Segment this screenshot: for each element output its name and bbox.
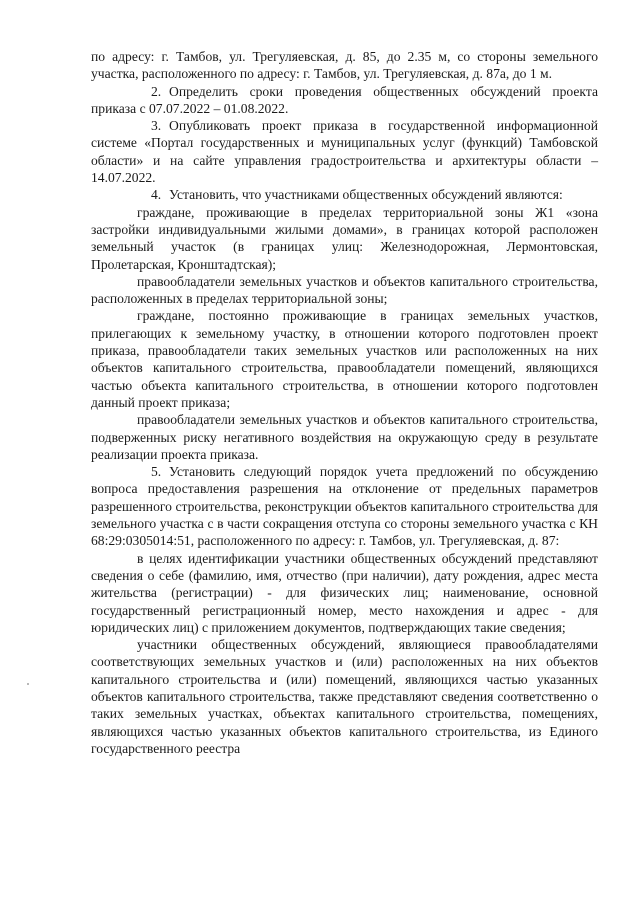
item-2-deadlines (91, 83, 598, 118)
item-number: 3. (151, 118, 162, 134)
paragraph-continuation: по адресу: г. Тамбов, ул. Трегуляевская, д. 85, до 2.35 м, со стороны земельного участка, расположенного по адресу: г. Тамбов, ул. Трегуляевская, д. 87а, до 1 м. (91, 49, 598, 82)
item-3-publish (91, 117, 598, 186)
procedure-rightholders-info: участники общественных обсуждений, являющиеся правообладателями соответствующих земельных участков и (или) расположенных на них объектов капитального строительства и (или) помещений, являющихся частью указанных объектов капитального строительства, также представляют сведения соответственно о таких земельных участках, объектах капитального строительства, помещениях, являющихся частью указанных объектов капитального строительства, из Единого государственного реестра (91, 637, 598, 756)
participants-adjacent: граждане, постоянно проживающие в границах земельных участков, прилегающих к земельному участку, в отношении которого подготовлен проект приказа, правообладатели таких земельных участков или расположенных на них объектов капитального строительства, правообладатели помещений, являющихся частью объекта капитального строительства, в отношении которого подготовлен данный проект приказа; (91, 308, 598, 410)
item-text: Установить, что участниками общественных обсуждений являются: (169, 187, 563, 203)
document-body (91, 48, 598, 757)
item-text: Определить сроки проведения общественных обсуждений проекта приказа с 07.07.2022 – 01.08.2022. (91, 83, 598, 116)
participants-rightholders-zone: правообладатели земельных участков и объектов капитального строительства, расположенных в пределах территориальной зоны; (91, 273, 598, 307)
participants-residents-zone: граждане, проживающие в пределах территориальной зоны Ж1 «зона застройки индивидуальными жилыми домами», в границах которой расположен земельный участок (в границах улиц: Железнодорожная, Лермонтовская, Пролетарская, Кронштадтская); (91, 204, 598, 272)
item-5-procedure (91, 463, 598, 549)
participants-risk: правообладатели земельных участков и объектов капитального строительства, подверженных риску негативного воздействия на окружающую среду в результате реализации проекта приказа. (91, 412, 598, 462)
item-text: Опубликовать проект приказа в государственной информационной системе «Портал государственных и муниципальных услуг (функций) Тамбовской области» и на сайте управления градостроительства и архитектуры области – 14.07.2022. (91, 118, 598, 186)
item-4-participants (91, 186, 598, 203)
procedure-identification: в целях идентификации участники общественных обсуждений представляют сведения о себе (фамилию, имя, отчество (при наличии), дату рождения, адрес места жительства (регистрации) - для физических лиц; наименование, основной государственный регистрационный номер, место нахождения и адрес - для юридических лиц) с приложением документов, подтверждающих такие сведения; (91, 550, 598, 635)
item-number: 4. (151, 187, 162, 203)
scan-speck (27, 683, 29, 685)
item-text: Установить следующий порядок учета предложений по обсуждению вопроса предоставления разрешения на отклонение от предельных параметров разрешенного строительства, реконструкции объектов капитального строительства для земельного участка с в части сокращения отступа со стороны земельного участка с КН 68:29:0305014:51, расположенного по адресу: г. Тамбов, ул. Трегуляевская, д. 87: (91, 464, 598, 549)
item-number: 5. (151, 464, 162, 480)
item-number: 2. (151, 83, 162, 99)
